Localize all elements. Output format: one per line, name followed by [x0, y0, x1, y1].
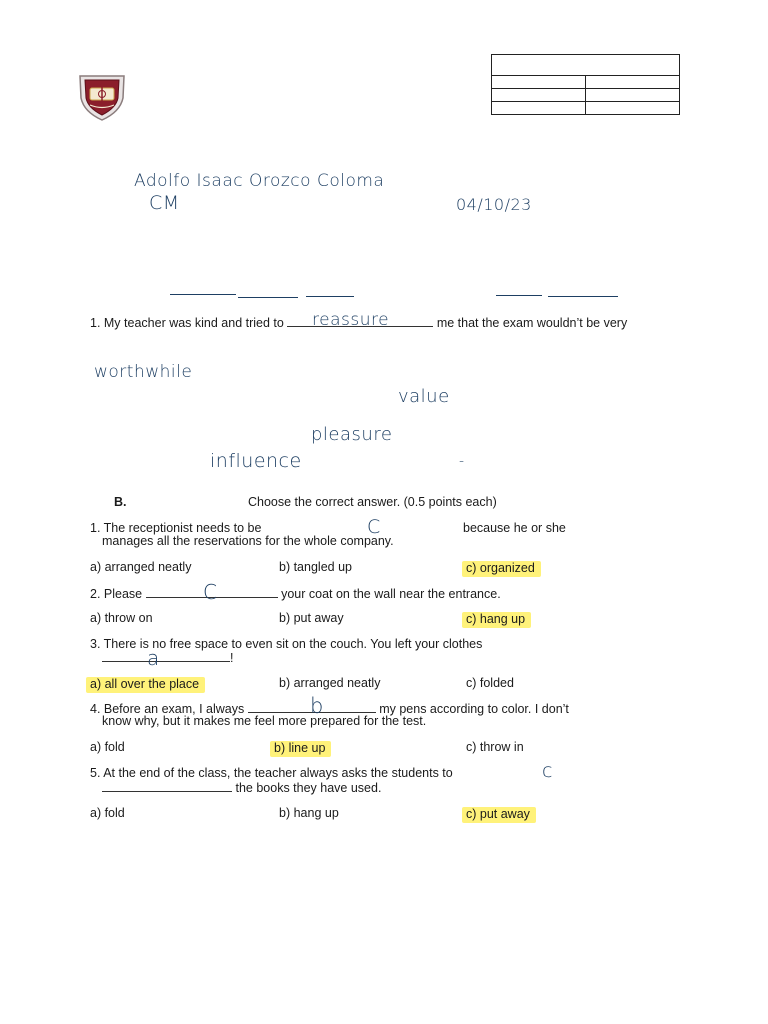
option-b5-c-highlighted[interactable]: c) put away — [462, 807, 536, 823]
answer-blank[interactable] — [102, 781, 232, 792]
pen-stroke — [306, 296, 354, 297]
option-b3-b[interactable]: b) arranged neatly — [279, 676, 381, 690]
option-b3-c[interactable]: c) folded — [466, 676, 514, 690]
grade-table-cell — [492, 89, 586, 102]
option-b2-b[interactable]: b) put away — [279, 611, 344, 625]
option-b3-a-highlighted[interactable]: a) all over the place — [86, 677, 205, 693]
handwritten-word-influence: influence — [210, 450, 302, 472]
grade-table-cell — [586, 102, 680, 115]
option-b2-a[interactable]: a) throw on — [90, 611, 153, 625]
question-b1-line1-start: 1. The receptionist needs to be — [90, 521, 262, 535]
question-b1-line1-end: because he or she — [463, 521, 566, 535]
question-b4-text-start: 4. Before an exam, I always — [90, 702, 245, 716]
pen-stroke — [238, 297, 298, 298]
answer-blank[interactable] — [102, 651, 230, 662]
pen-stroke — [496, 295, 542, 296]
question-b2-text-end: your coat on the wall near the entrance. — [281, 587, 501, 601]
option-b4-b-highlighted[interactable]: b) line up — [270, 741, 331, 757]
question-b5-text-end: the books they have used. — [235, 781, 382, 795]
option-b5-b[interactable]: b) hang up — [279, 806, 339, 820]
exam-date: 04/10/23 — [456, 195, 532, 214]
question-b1-line2: manages all the reservations for the whole company. — [102, 534, 394, 548]
question-b5-line2 — [102, 781, 381, 795]
section-b-label: B. — [114, 495, 127, 509]
option-b1-a[interactable]: a) arranged neatly — [90, 560, 192, 574]
option-b5-a[interactable]: a) fold — [90, 806, 125, 820]
school-crest-logo — [76, 72, 128, 122]
question-b3-line1: 3. There is no free space to even sit on the couch. You left your clothes — [90, 637, 483, 651]
option-b4-c[interactable]: c) throw in — [466, 740, 524, 754]
grade-table-cell — [492, 76, 586, 89]
grade-table-header-cell — [492, 55, 680, 76]
student-course: CM — [149, 192, 180, 214]
question-a1-text-start: 1. My teacher was kind and tried to — [90, 316, 284, 330]
pen-stroke — [548, 296, 618, 297]
question-b4-text-end: my pens according to color. I don’t — [379, 702, 569, 716]
pen-stroke — [170, 294, 236, 295]
grade-table-cell — [586, 89, 680, 102]
handwritten-word-pleasure: pleasure — [311, 424, 393, 445]
stray-mark: - — [459, 453, 465, 469]
answer-b2-mark: C — [203, 580, 218, 604]
question-b3-exclamation: ! — [230, 651, 234, 665]
student-name: Adolfo Isaac Orozco Coloma — [134, 171, 385, 191]
answer-a1-handwritten: reassure — [312, 310, 390, 330]
question-a1-text-end: me that the exam wouldn’t be very — [436, 316, 628, 330]
grade-table-cell — [586, 76, 680, 89]
section-b-instruction: Choose the correct answer. (0.5 points each) — [248, 495, 497, 509]
handwritten-word-value: value — [398, 386, 450, 407]
handwritten-word-worthwhile: worthwhile — [94, 362, 193, 382]
option-b4-a[interactable]: a) fold — [90, 740, 125, 754]
answer-b1-mark: C — [367, 516, 381, 538]
question-b5-line1: 5. At the end of the class, the teacher always asks the students to — [90, 766, 453, 780]
option-b1-c-highlighted[interactable]: c) organized — [462, 561, 541, 577]
grade-table — [491, 54, 680, 115]
answer-b5-mark: c — [542, 760, 553, 782]
question-b4-line2: know why, but it makes me feel more prepared for the test. — [102, 714, 427, 728]
answer-b3-mark: a — [147, 646, 160, 670]
question-b3-line2 — [102, 651, 233, 665]
question-b2-text-start: 2. Please — [90, 587, 143, 601]
grade-table-cell — [492, 102, 586, 115]
option-b1-b[interactable]: b) tangled up — [279, 560, 352, 574]
option-b2-c-highlighted[interactable]: c) hang up — [462, 612, 531, 628]
question-b2 — [90, 587, 501, 601]
answer-b4-mark: b — [310, 694, 324, 718]
